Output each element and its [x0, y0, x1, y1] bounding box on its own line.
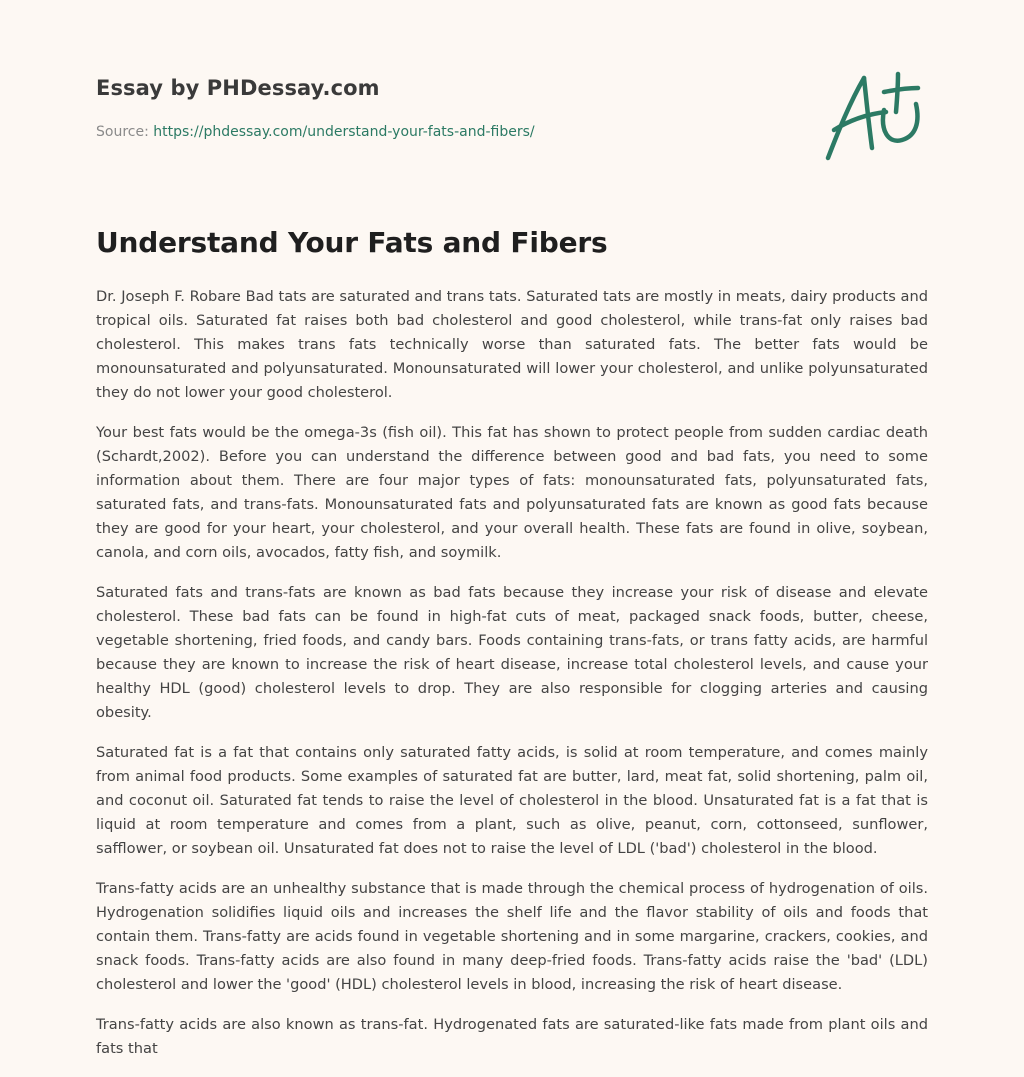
- source-link[interactable]: https://phdessay.com/understand-your-fats-and-fibers/: [153, 124, 535, 140]
- essay-title: Understand Your Fats and Fibers: [96, 226, 608, 259]
- essay-paragraph: Dr. Joseph F. Robare Bad tats are saturated and trans tats. Saturated tats are mostly in meats, dairy products and tropical oils. Saturated fat raises both bad cholesterol and good cholesterol, while trans-fat only raises bad cholesterol. This makes trans fats technically worse than saturated fats. The better fats would be monounsaturated and polyunsaturated. Monounsaturated will lower your cholesterol, and unlike polyunsaturated they do not lower your good cholesterol.: [96, 288, 928, 401]
- site-title: Essay by PHDessay.com: [96, 76, 380, 100]
- essay-paragraph: Saturated fats and trans-fats are known as bad fats because they increase your risk of disease and elevate cholesterol. These bad fats can be found in high-fat cuts of meat, packaged snack foods, butter, cheese, vegetable shortening, fried foods, and candy bars. Foods containing trans-fats, or trans fatty acids, are harmful because they are known to increase the risk of heart disease, increase total cholesterol levels, and cause your healthy HDL (good) cholesterol levels to drop. They are also responsible for clogging arteries and causing obesity.: [96, 584, 928, 721]
- essay-paragraph: Trans-fatty acids are an unhealthy substance that is made through the chemical process of hydrogenation of oils. Hydrogenation solidifies liquid oils and increases the shelf life and the flavor stability of oils and foods that contain them. Trans-fatty are acids found in vegetable shortening and in some margarine, crackers, cookies, and snack foods. Trans-fatty acids are also found in many deep-fried foods. Trans-fatty acids raise the 'bad' (LDL) cholesterol and lower the 'good' (HDL) cholesterol levels in blood, increasing the risk of heart disease.: [96, 880, 928, 993]
- page-header: [96, 0, 928, 190]
- a-plus-logo-icon: [824, 66, 928, 166]
- essay-paragraph: Trans-fatty acids are also known as trans-fat. Hydrogenated fats are saturated-like fats made from plant oils and fats that: [96, 1016, 928, 1057]
- source-label: Source:: [96, 124, 149, 140]
- essay-paragraph: Saturated fat is a fat that contains only saturated fatty acids, is solid at room temperature, and comes mainly from animal food products. Some examples of saturated fat are butter, lard, meat fat, solid shortening, palm oil, and coconut oil. Saturated fat tends to raise the level of cholesterol in the blood. Unsaturated fat is a fat that is liquid at room temperature and comes from a plant, such as olive, peanut, corn, cottonseed, sunflower, safflower, or soybean oil. Unsaturated fat does not to raise the level of LDL ('bad') cholesterol in the blood.: [96, 744, 928, 857]
- essay-paragraph: Your best fats would be the omega-3s (fish oil). This fat has shown to protect people from sudden cardiac death (Schardt,2002). Before you can understand the difference between good and bad fats, you need to some information about them. There are four major types of fats: monounsaturated fats, polyunsaturated fats, saturated fats, and trans-fats. Monounsaturated fats and polyunsaturated fats are known as good fats because they are good for your heart, your cholesterol, and your overall health. These fats are found in olive, soybean, canola, and corn oils, avocados, fatty fish, and soymilk.: [96, 424, 928, 561]
- essay-page: [96, 0, 928, 1057]
- source-line: [96, 124, 535, 140]
- essay-body: [96, 285, 928, 1077]
